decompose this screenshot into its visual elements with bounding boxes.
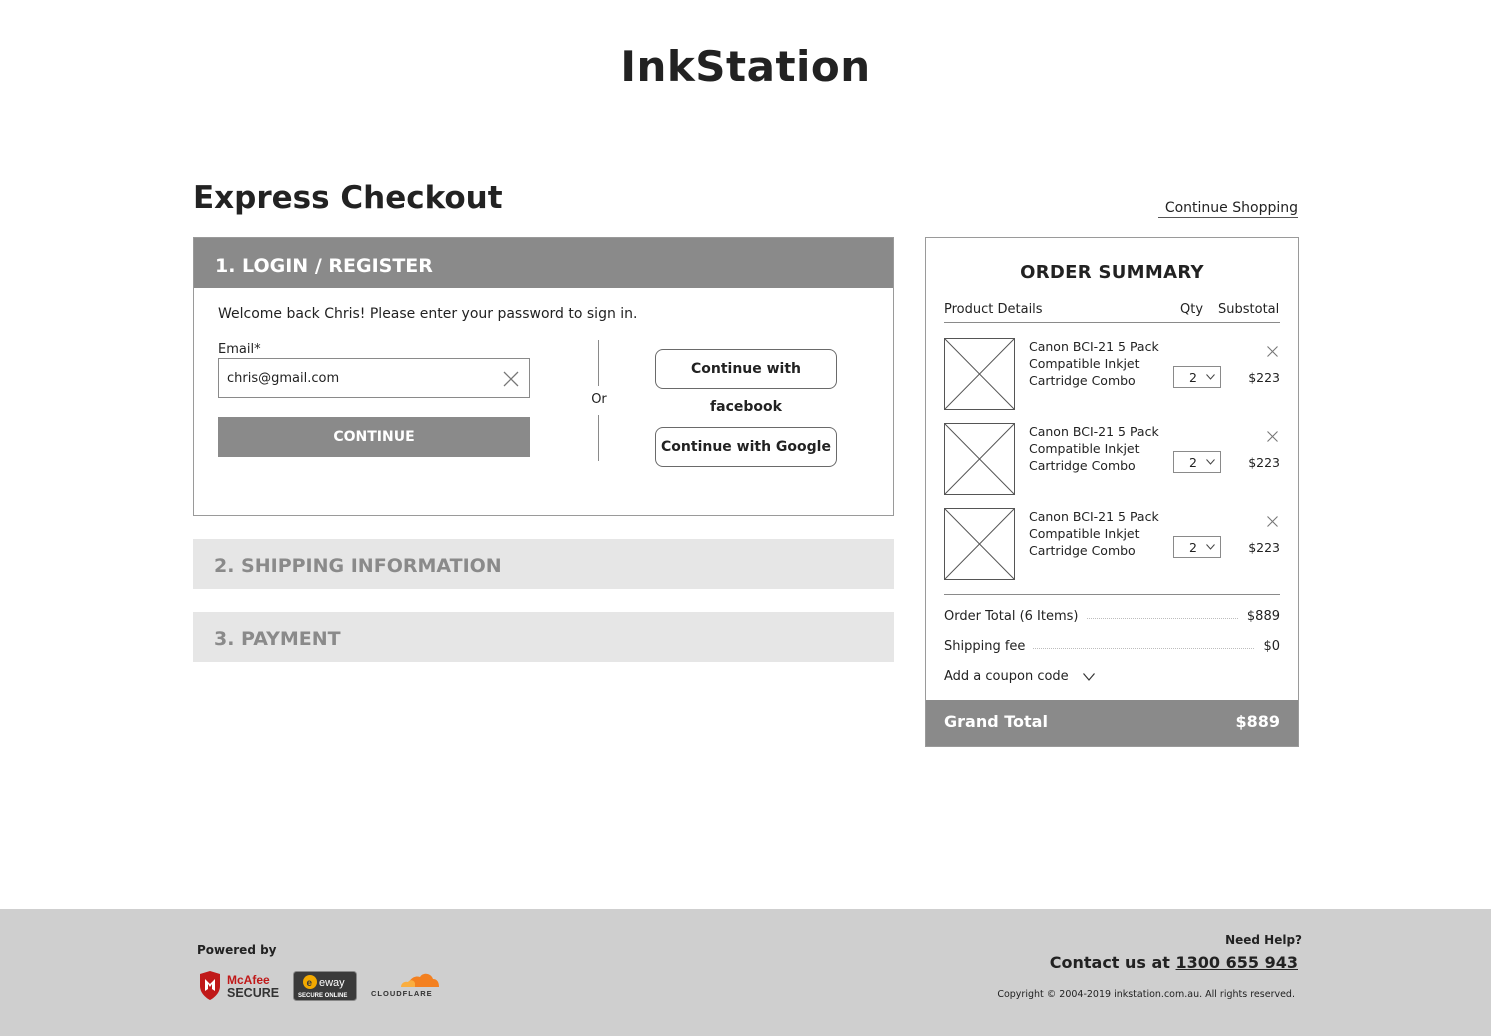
login-step-header[interactable]: 1. LOGIN / REGISTER — [194, 238, 893, 288]
quantity-value: 2 — [1189, 370, 1197, 385]
continue-with-google-button[interactable]: Continue with Google — [655, 427, 837, 467]
payment-step[interactable]: 3. PAYMENT — [193, 612, 894, 662]
totals-divider — [944, 594, 1280, 595]
divider-line-bottom — [598, 415, 599, 461]
email-label: Email* — [218, 342, 261, 357]
column-header-product: Product Details — [944, 302, 1043, 317]
column-header-subtotal: Substotal — [1218, 302, 1280, 317]
mcafee-secure-text: SECURE — [227, 986, 280, 1000]
clear-icon[interactable] — [503, 371, 519, 387]
grand-total-value: $889 — [1235, 712, 1280, 731]
chevron-down-icon — [1206, 544, 1215, 550]
shipping-fee-label: Shipping fee — [944, 639, 1033, 654]
header-divider — [944, 322, 1280, 323]
product-image-placeholder — [944, 338, 1015, 410]
quantity-value: 2 — [1189, 455, 1197, 470]
shipping-fee-row — [944, 639, 1280, 659]
cart-item — [944, 338, 1280, 412]
chevron-down-icon — [1206, 374, 1215, 380]
mcafee-brand-text: McAfee — [227, 973, 270, 987]
order-total-label: Order Total (6 Items) — [944, 609, 1086, 624]
site-logo[interactable]: InkStation — [620, 42, 871, 91]
remove-item-icon[interactable] — [1267, 342, 1278, 353]
phone-link[interactable]: 1300 655 943 — [1175, 953, 1298, 972]
grand-total-label: Grand Total — [944, 712, 1048, 731]
remove-item-icon[interactable] — [1267, 427, 1278, 438]
shipping-fee-value: $0 — [1255, 639, 1280, 654]
cart-item — [944, 508, 1280, 582]
coupon-label: Add a coupon code — [944, 669, 1069, 684]
continue-with-facebook-button[interactable]: Continue with facebook — [655, 349, 837, 389]
copyright-text: Copyright © 2004-2019 inkstation.com.au. All rights reserved. — [997, 989, 1295, 1000]
contact-prefix: Contact us at — [1049, 953, 1170, 972]
add-coupon-toggle[interactable] — [944, 669, 1095, 684]
shipping-information-step[interactable]: 2. SHIPPING INFORMATION — [193, 539, 894, 589]
continue-button[interactable]: CONTINUE — [218, 417, 530, 457]
powered-by-label: Powered by — [197, 943, 277, 957]
page-title: Express Checkout — [193, 180, 503, 216]
grand-total-bar — [926, 700, 1298, 746]
column-header-qty: Qty — [1180, 302, 1204, 317]
continue-shopping-link[interactable]: Continue Shopping — [1158, 200, 1298, 218]
product-image-placeholder — [944, 508, 1015, 580]
order-total-value: $889 — [1239, 609, 1280, 624]
cloudflare-text: CLOUDFLARE — [371, 989, 433, 998]
cart-item — [944, 423, 1280, 497]
quantity-select[interactable] — [1173, 536, 1221, 558]
eway-secure-logo — [293, 971, 357, 1001]
remove-item-icon[interactable] — [1267, 512, 1278, 523]
quantity-select[interactable] — [1173, 366, 1221, 388]
divider-line-top — [598, 340, 599, 386]
chevron-down-icon — [1083, 673, 1095, 681]
order-total-row — [944, 609, 1280, 629]
or-separator: Or — [591, 392, 607, 407]
product-price: $223 — [1248, 455, 1280, 470]
chevron-down-icon — [1206, 459, 1215, 465]
email-field[interactable] — [219, 359, 489, 397]
welcome-message: Welcome back Chris! Please enter your password to sign in. — [218, 306, 638, 322]
eway-sub-text: SECURE ONLINE — [298, 993, 348, 999]
need-help-label: Need Help? — [1225, 933, 1302, 947]
svg-text:e: e — [306, 978, 313, 989]
login-register-panel — [193, 237, 894, 516]
product-name[interactable]: Canon BCI-21 5 Pack Compatible Inkjet Cartridge Combo — [1029, 339, 1159, 388]
order-summary-title: ORDER SUMMARY — [1020, 262, 1204, 283]
email-field-container — [218, 358, 530, 398]
contact-line — [1050, 953, 1298, 972]
product-price: $223 — [1248, 370, 1280, 385]
cloudflare-logo — [370, 969, 442, 999]
quantity-value: 2 — [1189, 540, 1197, 555]
footer — [0, 909, 1491, 1036]
product-price: $223 — [1248, 540, 1280, 555]
product-name[interactable]: Canon BCI-21 5 Pack Compatible Inkjet Cartridge Combo — [1029, 509, 1159, 558]
product-name[interactable]: Canon BCI-21 5 Pack Compatible Inkjet Cartridge Combo — [1029, 424, 1159, 473]
order-summary-panel — [925, 237, 1299, 747]
product-image-placeholder — [944, 423, 1015, 495]
eway-brand-text: eway — [319, 977, 345, 989]
mcafee-secure-logo — [198, 970, 280, 1002]
quantity-select[interactable] — [1173, 451, 1221, 473]
